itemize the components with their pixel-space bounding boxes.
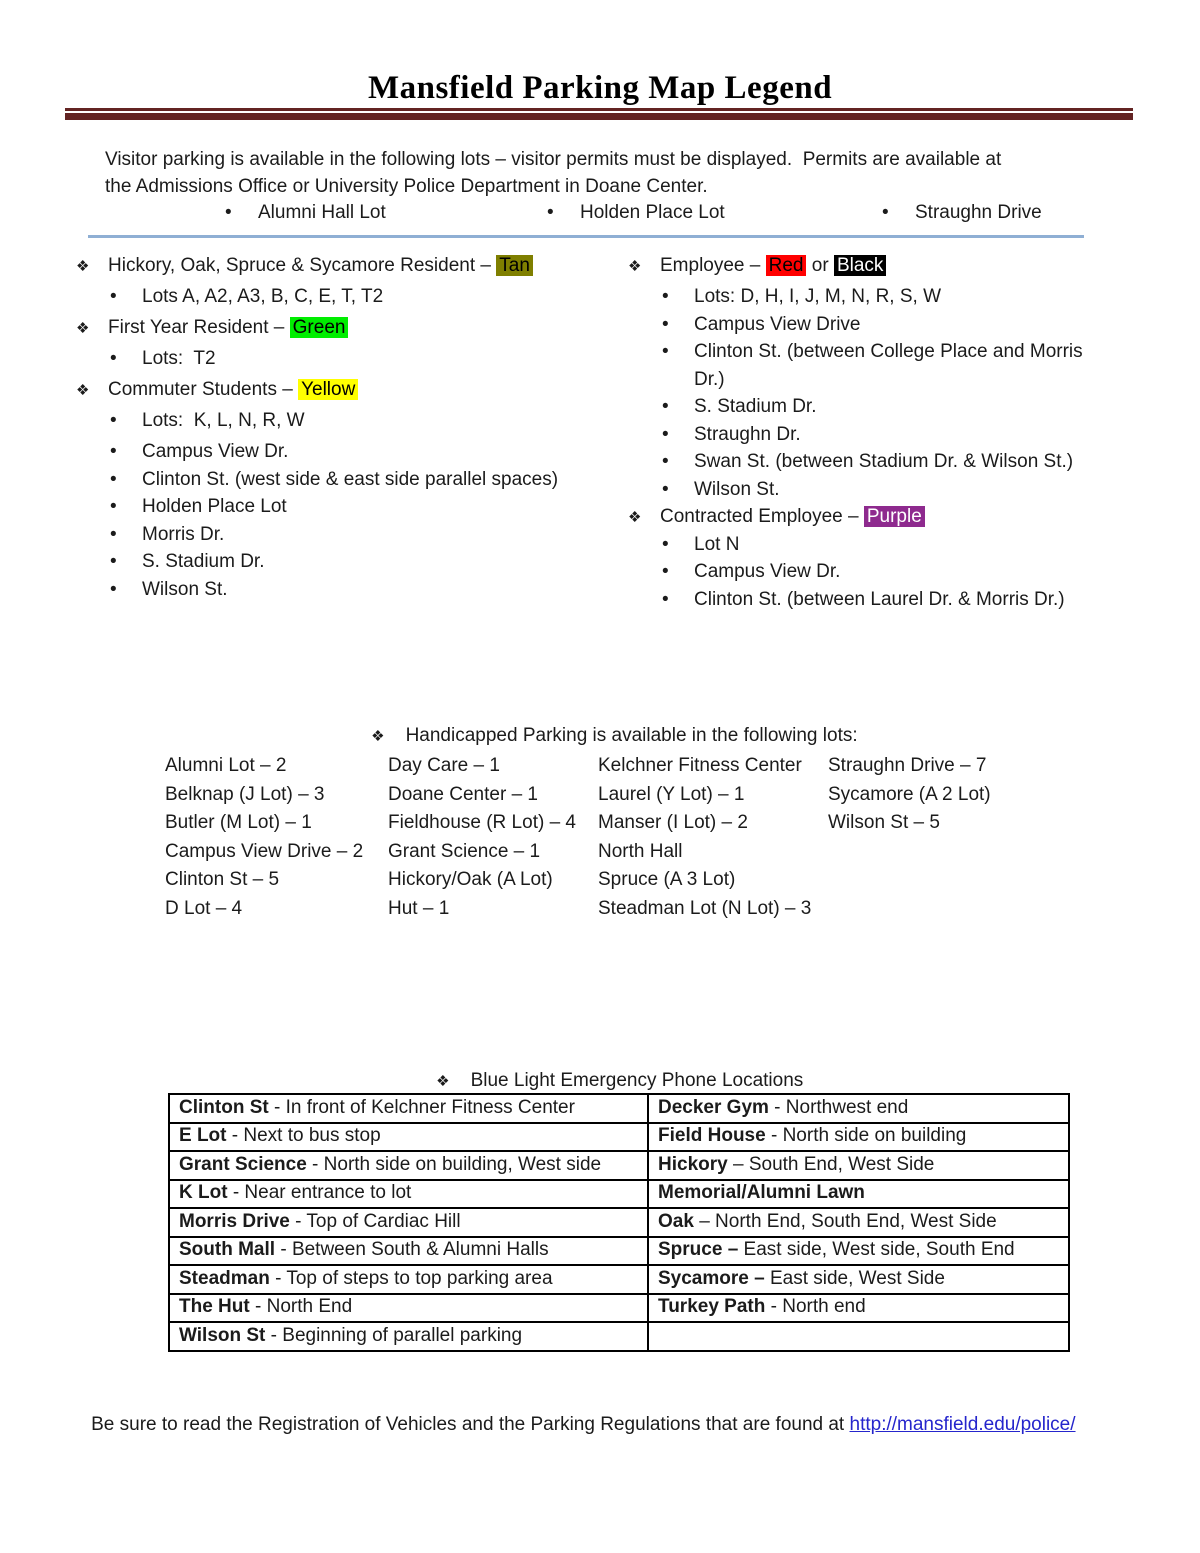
legend-item-text	[694, 479, 780, 500]
phone-location-name: E Lot	[179, 1125, 227, 1147]
table-row	[169, 1094, 1069, 1123]
legend-text-segment: Lots: D, H, I, J, M, N, R, S, W	[694, 286, 942, 307]
table-row	[169, 1237, 1069, 1266]
table-cell	[648, 1094, 1069, 1123]
table-row	[169, 1294, 1069, 1323]
legend-text-segment: Hickory, Oak, Spruce & Sycamore Resident –	[108, 255, 497, 276]
legend-text-segment: S. Stadium Dr.	[694, 396, 817, 417]
legend-item-text	[694, 314, 860, 335]
handicapped-column	[165, 752, 363, 923]
legend-item	[628, 503, 1098, 531]
handicapped-column	[598, 752, 811, 923]
dot-bullet-icon: •	[110, 468, 117, 490]
handicapped-lot-entry: Straughn Drive – 7	[828, 755, 987, 776]
bluelight-table-body	[169, 1094, 1069, 1351]
handicapped-lot-entry: Fieldhouse (R Lot) – 4	[388, 812, 576, 833]
table-cell	[169, 1322, 648, 1351]
handicapped-lot-entry: Grant Science – 1	[388, 840, 541, 862]
legend-sub-item	[628, 476, 1098, 504]
bluelight-title-text: Blue Light Emergency Phone Locations	[470, 1070, 804, 1091]
legend-sub-item	[628, 311, 1098, 339]
legend-item-text	[660, 506, 925, 527]
legend-text-segment: Lots A, A2, A3, B, C, E, T, T2	[142, 286, 384, 307]
legend-item-text	[694, 424, 801, 445]
table-row	[169, 1322, 1069, 1351]
dot-bullet-icon: •	[662, 561, 669, 582]
legend-text-segment: Clinton St. (between College Place and Morris Dr.)	[694, 341, 1088, 390]
legend-item-text	[142, 496, 287, 517]
visitor-lot-item	[225, 202, 386, 224]
handicapped-lot-entry: Campus View Drive – 2	[165, 840, 364, 862]
phone-location-name: Wilson St	[179, 1324, 266, 1346]
table-cell	[169, 1151, 648, 1180]
legend-sub-item	[76, 466, 621, 494]
diamond-bullet-icon: ❖	[628, 258, 642, 275]
legend-item-text	[694, 451, 1073, 472]
phone-location-desc: - Beginning of parallel parking	[265, 1324, 523, 1346]
phone-location-desc: - North end	[765, 1296, 866, 1318]
legend-item-text	[108, 379, 358, 400]
dot-bullet-icon: •	[110, 348, 117, 369]
phone-location-name: Decker Gym	[658, 1096, 769, 1118]
diamond-bullet-icon: ❖	[76, 382, 90, 399]
dot-bullet-icon: •	[110, 496, 117, 517]
highlight-swatch: Red	[766, 255, 807, 276]
legend-text-segment: Holden Place Lot	[142, 496, 287, 517]
phone-location-desc: - Northwest end	[768, 1096, 909, 1118]
phone-location-name: Spruce –	[658, 1239, 739, 1261]
legend-sub-item	[628, 558, 1098, 586]
police-link[interactable]: http://mansfield.edu/police/	[849, 1414, 1076, 1435]
handicapped-lot-entry: Hut – 1	[388, 897, 450, 919]
dot-bullet-icon: •	[110, 523, 117, 545]
handicapped-lot-entry: Kelchner Fitness Center	[598, 755, 802, 776]
legend-text-segment: Commuter Students –	[108, 379, 299, 400]
table-cell	[169, 1294, 648, 1323]
intro-line: Visitor parking is available in the following lots – visitor permits must be displayed. Permits are available at	[105, 149, 1002, 170]
handicapped-lot-entry: Steadman Lot (N Lot) – 3	[598, 897, 812, 919]
handicapped-columns	[0, 752, 1200, 932]
legend-text-segment: Employee –	[660, 255, 766, 276]
legend-sub-item	[76, 493, 621, 521]
table-cell	[648, 1208, 1069, 1237]
legend-item-text	[694, 534, 739, 555]
phone-location-name: K Lot	[179, 1182, 228, 1204]
handicapped-lot-entry: Spruce (A 3 Lot)	[598, 869, 736, 890]
legend-text-segment: Clinton St. (west side & east side parallel spaces)	[142, 468, 559, 490]
table-cell	[648, 1151, 1069, 1180]
phone-location-desc: – North End, South End, West Side	[693, 1210, 997, 1232]
dot-bullet-icon: •	[662, 533, 669, 555]
phone-location-name: South Mall	[179, 1239, 276, 1261]
legend-text-segment: Contracted Employee –	[660, 506, 864, 527]
section-divider	[88, 235, 1084, 238]
legend-section	[0, 252, 1200, 622]
legend-item-text	[660, 255, 886, 276]
dot-bullet-icon: •	[662, 478, 669, 500]
table-cell	[169, 1094, 648, 1123]
handicapped-title-text: Handicapped Parking is available in the following lots:	[405, 725, 858, 746]
table-cell	[169, 1265, 648, 1294]
phone-location-desc: - North side on building	[765, 1125, 967, 1147]
diamond-bullet-icon: ❖	[76, 258, 90, 275]
handicapped-lot-entry: D Lot – 4	[165, 897, 243, 919]
legend-text-segment: Lot N	[694, 533, 740, 555]
visitor-lot-label: Holden Place Lot	[580, 202, 725, 223]
bluelight-table	[168, 1093, 1070, 1352]
phone-location-name: Turkey Path	[658, 1296, 766, 1318]
dot-bullet-icon: •	[662, 588, 669, 610]
dot-bullet-icon: •	[662, 451, 669, 472]
intro-line: the Admissions Office or University Police Department in Doane Center.	[105, 176, 708, 197]
legend-sub-item	[76, 283, 621, 311]
legend-item-text	[694, 341, 1088, 390]
diamond-bullet-icon: ❖	[76, 320, 90, 337]
table-cell	[169, 1208, 648, 1237]
dot-bullet-icon: •	[662, 341, 669, 362]
dot-bullet-icon: •	[662, 286, 669, 307]
phone-location-desc: - Next to bus stop	[226, 1125, 381, 1147]
legend-sub-item	[628, 283, 1098, 311]
legend-sub-item	[76, 548, 621, 576]
legend-item-text	[108, 255, 533, 276]
legend-item-text	[142, 469, 558, 490]
legend-text-segment: First Year Resident –	[108, 317, 290, 338]
legend-sub-item	[628, 531, 1098, 559]
handicapped-lot-entry: Clinton St – 5	[165, 869, 280, 890]
diamond-bullet-icon: ❖	[371, 728, 385, 745]
visitor-lot-item	[882, 202, 1042, 224]
legend-text-segment: Lots: K, L, N, R, W	[142, 410, 305, 431]
table-row	[169, 1151, 1069, 1180]
phone-location-desc: - North side on building, West side	[306, 1153, 602, 1175]
dot-bullet-icon: •	[662, 313, 669, 335]
handicapped-lot-entry: Doane Center – 1	[388, 783, 538, 805]
legend-text-segment: Campus View Dr.	[694, 561, 841, 582]
legend-text-segment: or	[806, 255, 834, 276]
handicapped-column	[828, 752, 991, 838]
phone-location-desc: - North End	[249, 1296, 353, 1318]
legend-text-segment: Campus View Dr.	[142, 441, 289, 462]
legend-right-column	[628, 252, 1098, 613]
legend-text-segment: Wilson St.	[142, 578, 228, 600]
legend-text-segment: S. Stadium Dr.	[142, 551, 265, 572]
dot-bullet-icon: •	[110, 578, 117, 600]
legend-text-segment: Straughn Dr.	[694, 423, 801, 445]
dot-bullet-icon: •	[662, 396, 669, 417]
legend-sub-item	[628, 586, 1098, 614]
phone-location-desc: - Top of steps to top parking area	[269, 1267, 553, 1289]
highlight-swatch: Purple	[864, 506, 925, 527]
phone-location-desc: East side, West side, South End	[738, 1239, 1015, 1261]
phone-location-name: Grant Science	[179, 1153, 307, 1175]
dot-bullet-icon: •	[225, 202, 232, 223]
title-divider	[65, 108, 1133, 120]
phone-location-name: Sycamore –	[658, 1267, 765, 1289]
dot-bullet-icon: •	[110, 286, 117, 307]
handicapped-lot-entry: Butler (M Lot) – 1	[165, 812, 312, 833]
visitor-lots-row	[0, 202, 1200, 226]
legend-sub-item	[76, 521, 621, 549]
highlight-swatch: Yellow	[298, 379, 358, 400]
legend-item-text	[142, 551, 265, 572]
dot-bullet-icon: •	[110, 410, 117, 431]
legend-item-text	[142, 524, 224, 545]
table-cell	[648, 1123, 1069, 1152]
phone-location-name: Field House	[658, 1125, 766, 1147]
legend-item-text	[142, 579, 228, 600]
legend-item-text	[142, 441, 288, 462]
phone-location-desc: - Top of Cardiac Hill	[289, 1210, 461, 1232]
title-divider-thick-line	[65, 113, 1133, 120]
legend-sub-item	[76, 576, 621, 604]
legend-sub-item	[76, 438, 621, 466]
table-cell	[169, 1237, 648, 1266]
visitor-lot-item	[547, 202, 725, 224]
handicapped-lot-entry: North Hall	[598, 840, 683, 862]
table-cell	[648, 1237, 1069, 1266]
legend-sub-item	[628, 338, 1098, 393]
phone-location-desc: – South End, West Side	[727, 1153, 935, 1175]
legend-item-text	[694, 589, 1065, 610]
legend-item	[76, 376, 621, 404]
table-cell	[648, 1265, 1069, 1294]
phone-location-desc: East side, West Side	[764, 1267, 945, 1289]
dot-bullet-icon: •	[882, 202, 889, 223]
handicapped-lot-entry: Manser (I Lot) – 2	[598, 812, 748, 833]
handicapped-lot-entry: Belknap (J Lot) – 3	[165, 783, 325, 805]
legend-text-segment: Clinton St. (between Laurel Dr. & Morris Dr.)	[694, 588, 1065, 610]
phone-location-name: Memorial/Alumni Lawn	[658, 1182, 865, 1204]
legend-item	[76, 314, 621, 342]
phone-location-name: Oak	[658, 1210, 694, 1232]
table-row	[169, 1123, 1069, 1152]
page-title: Mansfield Parking Map Legend	[367, 70, 833, 106]
phone-location-name: Hickory	[658, 1153, 728, 1175]
handicapped-lot-entry: Sycamore (A 2 Lot)	[828, 783, 991, 805]
legend-sub-item	[628, 421, 1098, 449]
legend-item-text	[694, 286, 941, 307]
legend-item-text	[142, 286, 383, 307]
phone-location-name: Steadman	[179, 1267, 270, 1289]
handicapped-lot-entry: Hickory/Oak (A Lot)	[388, 869, 553, 890]
table-cell	[648, 1294, 1069, 1323]
phone-location-name: Morris Drive	[179, 1210, 290, 1232]
visitor-lot-label: Alumni Hall Lot	[258, 202, 386, 223]
legend-item-text	[142, 348, 216, 369]
table-row	[169, 1208, 1069, 1237]
highlight-swatch: Green	[290, 317, 349, 338]
handicapped-lot-entry: Alumni Lot – 2	[165, 755, 287, 776]
phone-location-desc: - Near entrance to lot	[227, 1182, 412, 1204]
handicapped-lot-entry: Day Care – 1	[388, 755, 500, 776]
visitor-lot-label: Straughn Drive	[915, 202, 1042, 223]
legend-sub-item	[76, 407, 621, 435]
handicapped-column	[388, 752, 576, 923]
phone-location-name: Clinton St	[179, 1096, 269, 1118]
intro-paragraph	[105, 146, 1085, 200]
handicapped-lot-entry: Wilson St – 5	[828, 812, 940, 833]
dot-bullet-icon: •	[110, 441, 117, 462]
table-cell	[169, 1180, 648, 1209]
highlight-swatch: Black	[834, 255, 886, 276]
table-row	[169, 1265, 1069, 1294]
phone-location-desc: - Between South & Alumni Halls	[275, 1239, 549, 1261]
legend-sub-item	[76, 345, 621, 373]
dot-bullet-icon: •	[110, 551, 117, 572]
table-row	[169, 1180, 1069, 1209]
table-cell	[169, 1123, 648, 1152]
legend-text-segment: Wilson St.	[694, 478, 780, 500]
footer-note	[70, 1392, 1076, 1458]
title-divider-thin-line	[65, 108, 1133, 111]
legend-sub-item	[628, 393, 1098, 421]
phone-location-desc: - In front of Kelchner Fitness Center	[268, 1096, 575, 1118]
diamond-bullet-icon: ❖	[628, 509, 642, 526]
legend-item	[628, 252, 1098, 280]
legend-item-text	[108, 317, 348, 338]
legend-item-text	[694, 396, 817, 417]
table-cell	[648, 1180, 1069, 1209]
dot-bullet-icon: •	[662, 423, 669, 445]
dot-bullet-icon: •	[547, 202, 554, 223]
phone-location-name: The Hut	[179, 1296, 250, 1318]
footer-text: Be sure to read the Registration of Vehicles and the Parking Regulations that are found at	[91, 1414, 850, 1435]
legend-text-segment: Swan St. (between Stadium Dr. & Wilson St.)	[694, 451, 1074, 472]
legend-text-segment: Morris Dr.	[142, 523, 225, 545]
legend-sub-item	[628, 448, 1098, 476]
legend-item	[76, 252, 621, 280]
legend-text-segment: Lots: T2	[142, 348, 216, 369]
table-cell	[648, 1322, 1069, 1351]
legend-left-column	[76, 252, 621, 603]
legend-item-text	[694, 561, 840, 582]
handicapped-lot-entry: Laurel (Y Lot) – 1	[598, 783, 745, 805]
highlight-swatch: Tan	[496, 255, 533, 276]
legend-item-text	[142, 410, 305, 431]
legend-text-segment: Campus View Drive	[694, 313, 861, 335]
diamond-bullet-icon: ❖	[436, 1073, 450, 1090]
